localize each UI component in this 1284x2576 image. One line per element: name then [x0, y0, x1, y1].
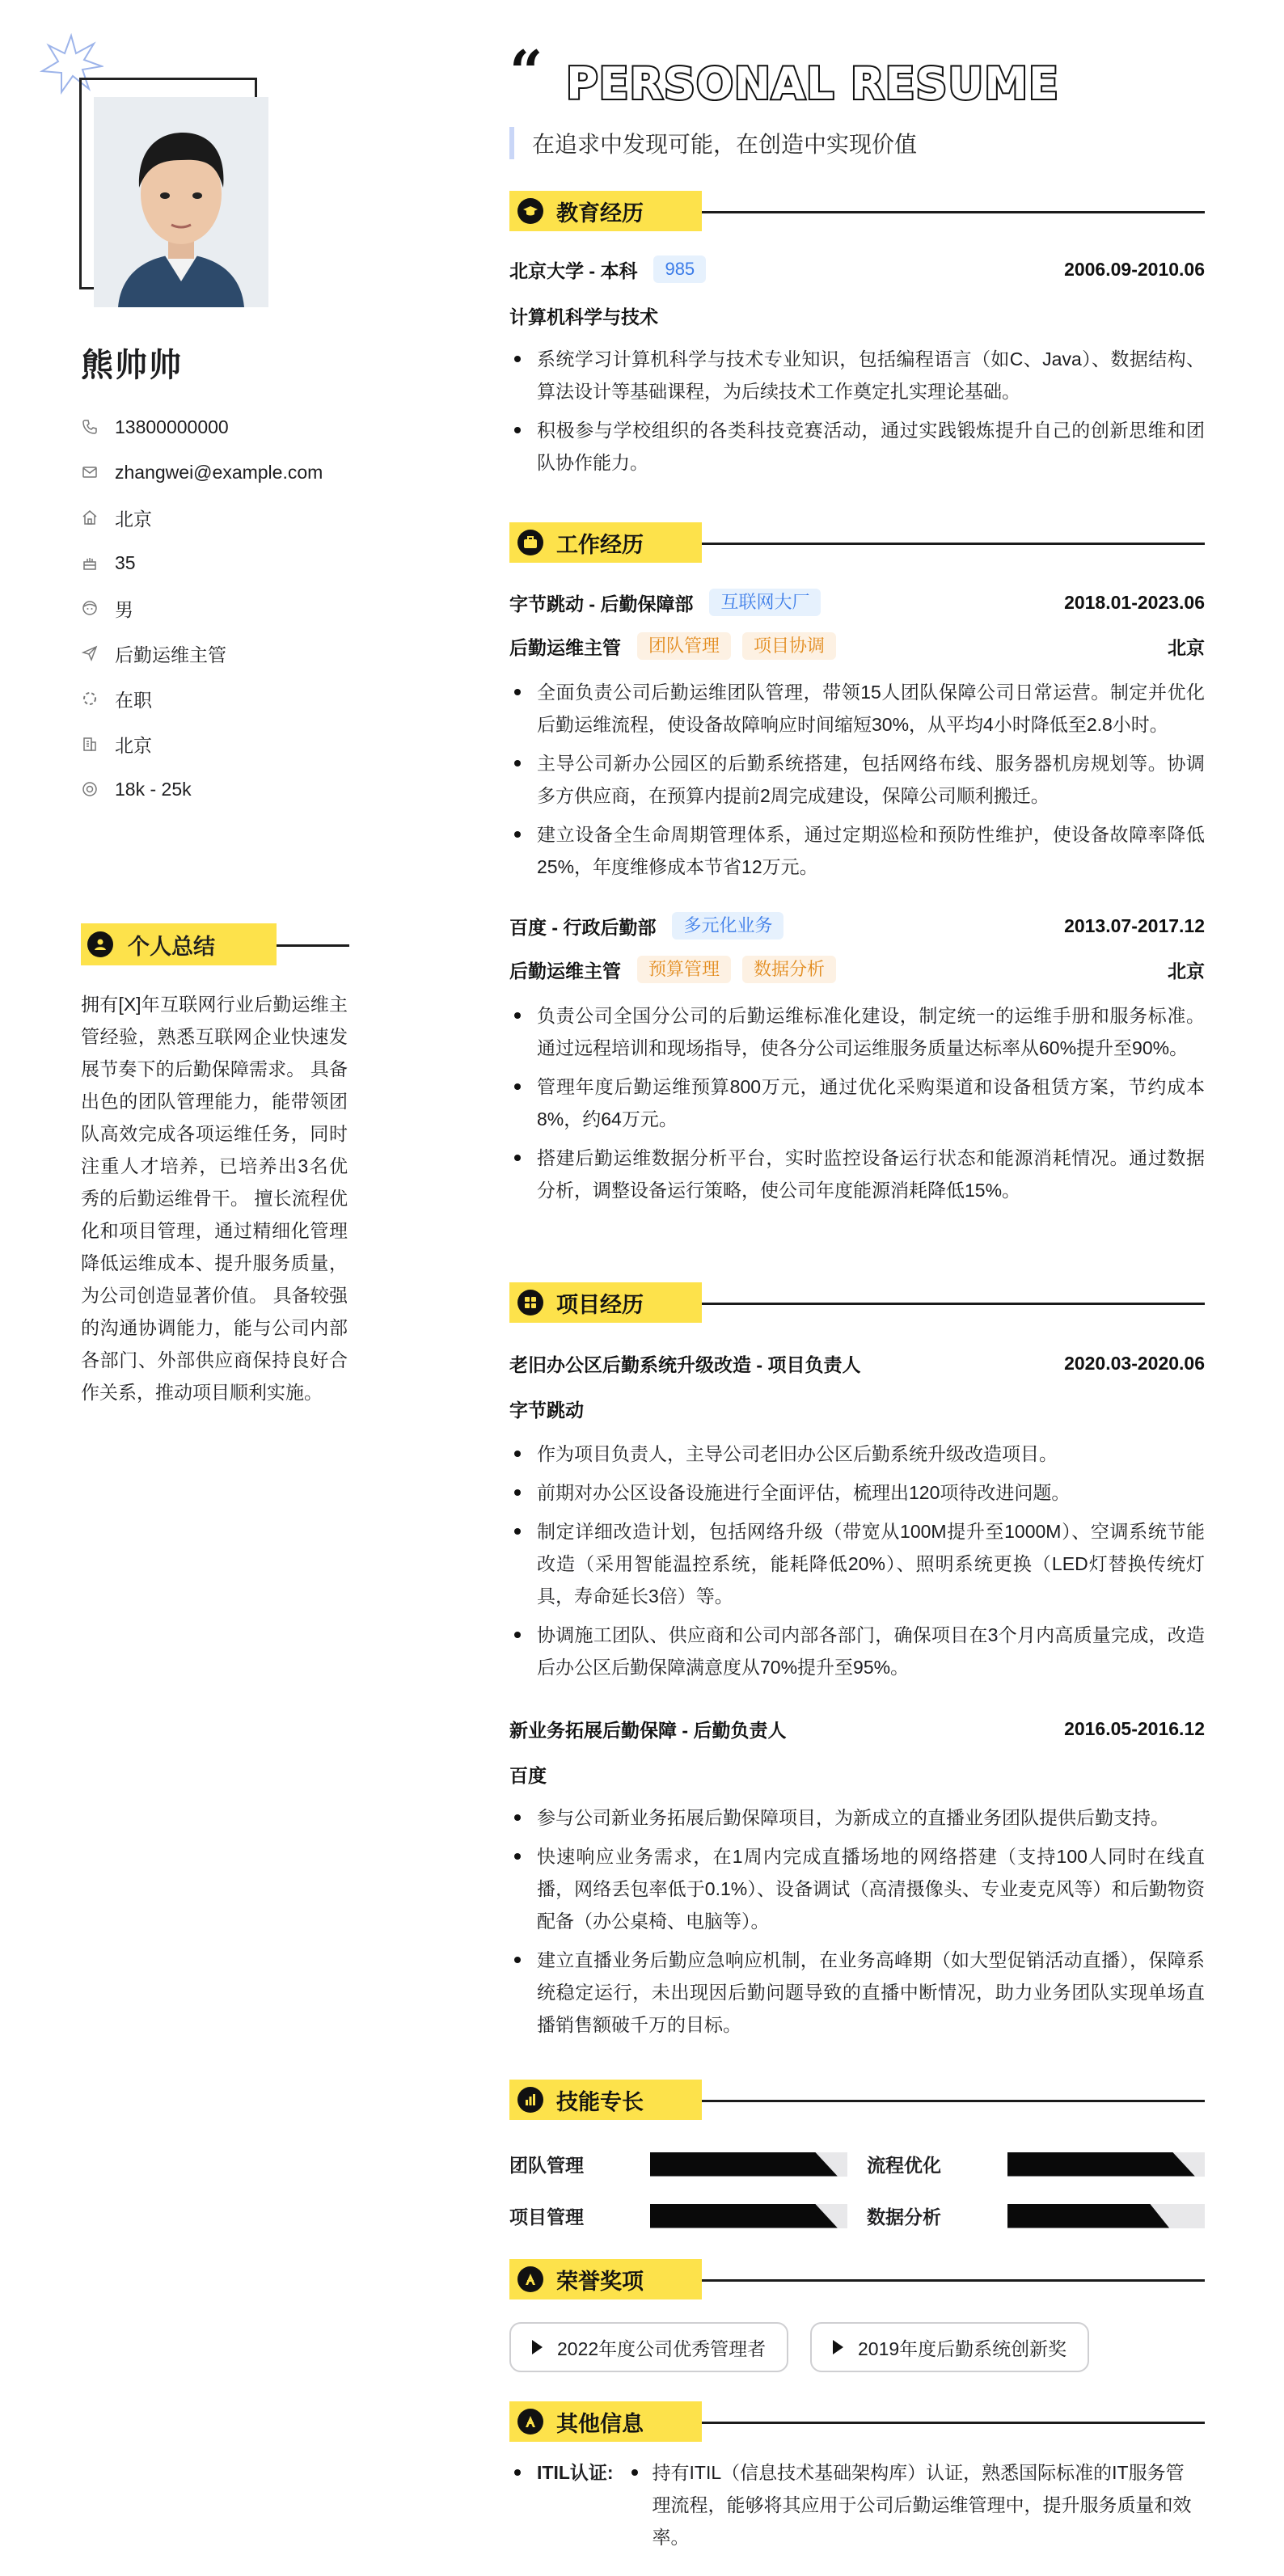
list-item: 搭建后勤运维数据分析平台，实时监控设备运行状态和能源消耗情况。通过数据分析，调整设备运行策略，使公司年度能源消耗降低15%。 [509, 1142, 1205, 1206]
contact-gender-text: 男 [115, 598, 133, 620]
job-2-badge: 多元化业务 [672, 912, 783, 940]
project-2-bullets [509, 1801, 1205, 2047]
skill-item [509, 2151, 847, 2177]
contact-position-text: 后勤运维主管 [115, 644, 226, 665]
award-icon [517, 2266, 543, 2292]
job-2-date: 2013.07-2017.12 [1064, 914, 1205, 936]
honor-chip [509, 2322, 788, 2372]
play-icon [532, 2340, 543, 2354]
job-1-badge: 互联网大厂 [709, 589, 821, 616]
job-2-role: 后勤运维主管 [509, 960, 621, 982]
education-badge: 985 [653, 255, 706, 283]
honor-text: 2019年度后勤系统创新奖 [858, 2337, 1067, 2359]
resume-title-text: PERSONAL RESUME [566, 58, 1059, 109]
skill-name: 团队管理 [509, 2155, 584, 2176]
other-info-row [509, 2456, 1205, 2553]
project-2-org: 百度 [509, 1765, 547, 1786]
skill-name: 流程优化 [867, 2155, 941, 2176]
job-2-bullets [509, 999, 1205, 1213]
job-2-tag-1: 预算管理 [637, 956, 731, 983]
summary-title: 个人总结 [128, 934, 215, 959]
job-1-tag-2: 项目协调 [742, 632, 836, 660]
award-icon [517, 2409, 543, 2435]
honor-chip [810, 2322, 1089, 2372]
project-2-org-row [509, 1761, 1205, 1788]
quote-mark-icon: “ [509, 42, 543, 106]
status-icon [81, 690, 99, 707]
work-title: 工作经历 [556, 532, 644, 557]
project-1-org: 字节跳动 [509, 1400, 584, 1421]
job-1-date: 2018.01-2023.06 [1064, 591, 1205, 613]
list-item: 负责公司全国分公司的后勤运维标准化建设，制定统一的运维手册和服务标准。通过远程培训和现场指导，使各分公司运维服务质量达标率从60%提升至90%。 [509, 999, 1205, 1064]
cake-icon [81, 554, 99, 572]
contact-age [81, 540, 356, 585]
list-item: 快速响应业务需求，在1周内完成直播场地的网络搭建（支持100人同时在线直播，网络丢包率低于0.1%）、设备调试（高清摄像头、专业麦克风等）和后勤物资配备（办公桌椅、电脑等）。 [509, 1840, 1205, 1937]
skill-bar-fill [650, 2152, 838, 2177]
summary-section-header [81, 923, 349, 965]
user-icon [87, 931, 113, 957]
contact-phone-text: 13800000000 [115, 416, 229, 437]
projects-title: 项目经历 [556, 1292, 644, 1317]
phone-icon [81, 418, 99, 436]
contact-salary [81, 766, 356, 812]
bar-chart-icon [517, 2087, 543, 2113]
project-2-header [509, 1716, 1205, 1742]
building-icon [81, 735, 99, 753]
other-title: 其他信息 [556, 2411, 644, 2436]
tagline [509, 126, 917, 160]
list-item: 主导公司新办公园区的后勤系统搭建，包括网络布线、服务器机房规划等。协调多方供应商，在预算内提前2周完成建设，保障公司顺利搬迁。 [509, 747, 1205, 812]
job-2-company: 百度 - 行政后勤部 [509, 916, 657, 938]
skills-divider [702, 2100, 1205, 2102]
contact-salary-text: 18k - 25k [115, 778, 192, 800]
list-item: 制定详细改造计划，包括网络升级（带宽从100M提升至1000M）、空调系统节能改造（采用智能温控系统，能耗降低20%）、照明系统更换（LED灯替换传统灯具，寿命延长3倍）等。 [509, 1515, 1205, 1612]
list-item: 参与公司新业务拓展后勤保障项目，为新成立的直播业务团队提供后勤支持。 [509, 1801, 1205, 1834]
job-1-role: 后勤运维主管 [509, 636, 621, 658]
education-divider [702, 211, 1205, 213]
graduation-cap-icon [517, 198, 543, 224]
other-section-header [509, 2401, 1205, 2442]
list-item: 管理年度后勤运维预算800万元，通过优化采购渠道和设备租赁方案，节约成本8%，约64万元。 [509, 1071, 1205, 1135]
honors-divider [702, 2279, 1205, 2282]
list-item: 建立直播业务后勤应急响应机制，在业务高峰期（如大型促销活动直播），保障系统稳定运行，未出现因后勤问题导致的直播中断情况，助力业务团队实现单场直播销售额破千万的目标。 [509, 1944, 1205, 2041]
other-divider [702, 2422, 1205, 2424]
list-item: 积极参与学校组织的各类科技竞赛活动，通过实践锻炼提升自己的创新思维和团队协作能力。 [509, 414, 1205, 479]
job-1-header [509, 589, 1205, 616]
skills-title: 技能专长 [556, 2089, 644, 2114]
list-item: 协调施工团队、供应商和公司内部各部门，确保项目在3个月内高质量完成，改造后办公区后勤保障满意度从70%提升至95%。 [509, 1619, 1205, 1683]
contact-age-text: 35 [115, 551, 136, 573]
education-entry-header [509, 255, 1205, 283]
education-major: 计算机科学与技术 [509, 306, 658, 327]
contact-list [81, 404, 356, 812]
list-item: 全面负责公司后勤运维团队管理，带领15人团队保障公司日常运营。制定并优化后勤运维流程，使设备故障响应时间缩短30%，从平均4小时降低至2.8小时。 [509, 676, 1205, 741]
honors-title: 荣誉奖项 [556, 2269, 644, 2294]
skill-item [867, 2151, 1205, 2177]
education-bullets [509, 343, 1205, 485]
job-2-role-row [509, 956, 1205, 983]
skill-item [509, 2202, 847, 2229]
tagline-text: 在追求中发现可能，在创造中实现价值 [532, 132, 918, 157]
skill-bar [650, 2152, 847, 2177]
bullet-dot [514, 2469, 521, 2476]
mail-icon [81, 463, 99, 481]
honors-section-header [509, 2259, 1205, 2299]
job-1-city: 北京 [1168, 636, 1205, 658]
contact-status [81, 676, 356, 721]
project-1-name: 老旧办公区后勤系统升级改造 - 项目负责人 [509, 1354, 861, 1375]
list-item: 系统学习计算机科学与技术专业知识，包括编程语言（如C、Java）、数据结构、算法设计等基础课程，为后续技术工作奠定扎实理论基础。 [509, 343, 1205, 408]
project-2-name: 新业务拓展后勤保障 - 后勤负责人 [509, 1720, 787, 1741]
list-item: 建立设备全生命周期管理体系，通过定期巡检和预防性维护，使设备故障率降低25%，年度维修成本节省12万元。 [509, 818, 1205, 883]
honors-title-tag [509, 2259, 702, 2299]
contact-city [81, 721, 356, 766]
list-item: 作为项目负责人，主导公司老旧办公区后勤系统升级改造项目。 [509, 1438, 1205, 1470]
contact-gender [81, 585, 356, 631]
sidebar [0, 0, 380, 2576]
play-icon [833, 2340, 843, 2354]
contact-home [81, 495, 356, 540]
work-divider [702, 543, 1205, 545]
tagline-bar [509, 127, 514, 159]
skill-name: 项目管理 [509, 2206, 584, 2228]
other-title-tag [509, 2401, 702, 2442]
projects-title-tag [509, 1282, 702, 1323]
work-title-tag [509, 522, 702, 563]
skill-bar [1007, 2204, 1205, 2228]
job-1-company: 字节跳动 - 后勤保障部 [509, 593, 694, 614]
list-item: 前期对办公区设备设施进行全面评估，梳理出120项待改进问题。 [509, 1476, 1205, 1509]
job-2-header [509, 912, 1205, 940]
projects-section-header [509, 1282, 1205, 1323]
skill-bar-fill [650, 2204, 838, 2228]
contact-phone [81, 404, 356, 450]
skills-section-header [509, 2080, 1205, 2120]
summary-title-tag [81, 923, 277, 965]
job-1-bullets [509, 676, 1205, 889]
projects-divider [702, 1303, 1205, 1305]
contact-status-text: 在职 [115, 689, 152, 711]
profile-photo [94, 97, 268, 307]
other-info-key: ITIL认证: [537, 2462, 614, 2483]
other-info [509, 2456, 1205, 2553]
contact-email-text: zhangwei@example.com [115, 461, 323, 483]
gender-icon [81, 599, 99, 617]
project-2-date: 2016.05-2016.12 [1064, 1718, 1205, 1739]
skill-bar-fill [1007, 2152, 1195, 2177]
job-2-city: 北京 [1168, 960, 1205, 982]
contact-city-text: 北京 [115, 734, 152, 756]
resume-title [509, 42, 1075, 115]
salary-icon [81, 780, 99, 798]
candidate-name: 熊帅帅 [81, 348, 183, 383]
education-major-row [509, 302, 1205, 329]
other-info-value: 持有ITIL（信息技术基础架构库）认证，熟悉国际标准的IT服务管理流程，能够将其应用于公司后勤运维管理中，提升服务质量和效率。 [627, 2456, 1193, 2553]
summary-divider [277, 944, 349, 947]
skill-bar [650, 2204, 847, 2228]
work-section-header [509, 522, 1205, 563]
honor-text: 2022年度公司优秀管理者 [557, 2337, 767, 2359]
skill-name: 数据分析 [867, 2206, 941, 2228]
education-title: 教育经历 [556, 201, 644, 226]
send-icon [81, 644, 99, 662]
project-1-header [509, 1350, 1205, 1377]
skill-bar-fill [1007, 2204, 1169, 2228]
education-school: 北京大学 - 本科 [509, 260, 638, 281]
summary-text: 拥有[X]年互联网行业后勤运维主管经验，熟悉互联网企业快速发展节奏下的后勤保障需求。 具备出色的团队管理能力，能带领团队高效完成各项运维任务，同时注重人才培养，已培养出3名优秀的后勤运维骨干。 擅长流程优化和项目管理，通过精细化管理降低运维成本、提升服务质量，为公司创造显著价值。 具备较强的沟通协调能力，能与公司内部各部门、外部供应商保持良好合作关系，推动项目顺利实施。 [81, 994, 348, 1403]
education-section-header [509, 191, 1205, 231]
grid-icon [517, 1290, 543, 1315]
briefcase-icon [517, 530, 543, 555]
project-1-date: 2020.03-2020.06 [1064, 1353, 1205, 1374]
job-2-tag-2: 数据分析 [742, 956, 836, 983]
job-1-role-row [509, 632, 1205, 660]
contact-position [81, 631, 356, 676]
contact-home-text: 北京 [115, 508, 152, 530]
contact-email [81, 450, 356, 495]
home-icon [81, 509, 99, 526]
skill-item [867, 2202, 1205, 2229]
job-1-tag-1: 团队管理 [637, 632, 731, 660]
education-title-tag [509, 191, 702, 231]
skills-title-tag [509, 2080, 702, 2120]
education-date: 2006.09-2010.06 [1064, 258, 1205, 280]
skill-bar [1007, 2152, 1205, 2177]
project-1-org-row [509, 1396, 1205, 1422]
project-1-bullets [509, 1438, 1205, 1690]
